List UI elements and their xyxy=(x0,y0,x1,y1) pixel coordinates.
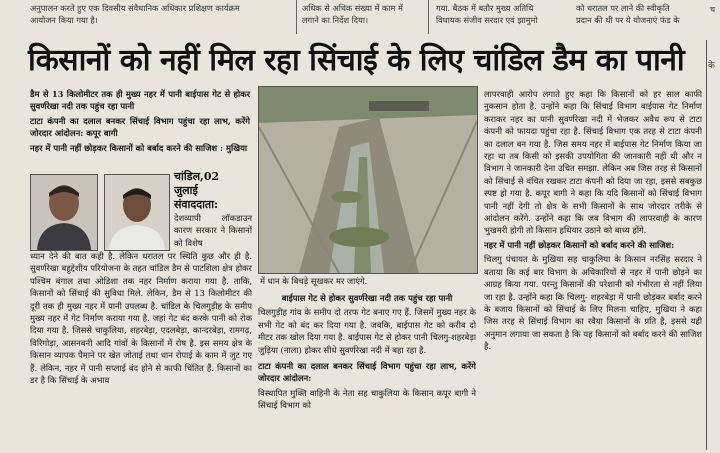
person-portrait-icon xyxy=(31,175,97,250)
subhead-sajish: नहर में पानी नहीं छोड़कर किसानों को बर्बाद करने की साजिश: xyxy=(484,239,675,250)
intro-text: देशव्यापी लॉकडाउन कारण सरकार ने किसानों को विशेष xyxy=(174,213,252,248)
top-column-1: अनुपालन करते हुए एक दिवसीय संवैधानिक अधिकार प्रशिक्षण कार्यक्रम आयोजन किया गया है। xyxy=(30,3,240,25)
canal-photo xyxy=(258,86,478,274)
mukhiya-photo xyxy=(30,174,98,251)
edge-fragment: च xyxy=(710,5,716,14)
subhead-bypass: बाईपास गेट से होकर सुवर्णरेखा नदी तक पहुंच रहा पानी xyxy=(281,293,453,303)
column-3-text: लापरवाही आरोप लगाते हुए कहा कि किसानों को हर साल काफी नुकसान होता है. उन्होंने कहा कि सिंचाई विभाग बाईपास गेट निर्माण कराकर नहर का पानी सुवर्णरेखा नदी में भेजकर अवैध रूप से टाटा कंपनी को फायदा पहुंचा रहा है. सिंचाई विभाग एक तरह से टाटा कंपनी का दलाल बन गया है. जिस समय नहर में बाईपास गेट निर्माण किया जा रहा था तब किसी को इसकी उपयोगिता की जानकारी नहीं थी और न विभाग ने जानकारी देना उचित समझा. लेकिन अब जिस तरह से किसानों को सिंचाई से वंचित रखकर टाटा कंपनी को दिया जा रहा, इससे सबकुछ स्पष्ट हो गया है. कपूर बागी ने कहा कि यदि किसानों को सिंचाई विभाग पानी नहीं देगी तो क्षेत्र के सभी किसानों के साथ जोरदार तरीके से आंदोलन करेंगे. उन्होंने कहा कि जब विभाग की लापरवाही के कारण भुखमरी होगी तो किसान हथियार उठाने को बाध्य होंगे. xyxy=(484,89,702,236)
top-column-2: अधिक से अधिक संख्या में काम में लगाने का निर्देश दिया। xyxy=(302,3,403,25)
tata-text: विस्थापित मुक्ति वाहिनी के नेता सह चाकुलिया के किसान कपूर बागी ने सिंचाई विभाग को xyxy=(258,387,476,411)
top-column-4: को धरातल पर लाने की स्वीकृति प्रदान की थी पर ये योजनाएं फंड के xyxy=(576,3,680,25)
subheadings xyxy=(30,88,250,156)
subhead-1: डैम से 13 किलोमीटर तक ही मुख्य नहर में पानी बाईपास गेट से होकर सुवर्णरेखा नदी तक पहुंच रहा पानी xyxy=(30,89,250,112)
column-divider xyxy=(428,0,429,34)
person-portrait-icon xyxy=(105,175,169,250)
subhead-tata: टाटा कंपनी का दलाल बनकर सिंचाई विभाग पहुंचा रहा लाभ, करेंगे जोरदार आंदोलन: xyxy=(258,361,476,384)
photo-caption: में धान के बिचड़े सूखकर मर जाएंगे. xyxy=(260,276,368,286)
dateline: चांडिल,02 जुलाई संवाददाता: xyxy=(174,170,220,211)
subhead-2: टाटा कंपनी का दलाल बनकर सिंचाई विभाग पहुंचा रहा लाभ, करेंगे जोरदार आंदोलन: कपूर बागी xyxy=(30,115,250,139)
column-3-body xyxy=(484,88,702,423)
sajish-text: चिलगु पंचायत के मुखिया सह चाकुलिया के किसान नरसिंह सरदार ने बताया कि कई बार विभाग के अधिकारियों से नहर में पानी छोड़ने का आग्रह किया गया. परन्तु किसानों की परेशानी को गंभीरता से नहीं लिया जा रहा है. उन्होंने कहा कि चिलगु- शहरबेड़ा में पानी छोड़कर बर्बाद करने के बजाय किसानों को सिंचाई के लिए मिलना चाहिए, मुखिया ने कहा जिस तरह से सिंचाई विभाग का रवैया किसानों के प्रति है, इससे यही अनुमान लगाया जा सकता है कि यह किसानों को बर्बाद करने की साजिश है. xyxy=(484,254,702,352)
column-2-body xyxy=(258,292,476,428)
edge-fragment: के xyxy=(708,61,715,71)
column-1-body: ध्यान देने की बात कही है. लेकिन धरातल पर स्थिति कुछ और ही है. सुवर्णरेखा बहुद्देशीय परियोजना के तहत चांडिल डैम से पाटशिला क्षेत्र होकर पश्चिम बंगाल तथा ओडिशा तक नहर निर्माण कराया गया है. ताकि, किसानों को सिंचाई की सुविधा मिले. लेकिन, डैम से 13 किलोमीटर की दूरी तक ही मुख्य नहर में पानी उपलब्ध है. चांडिल के चिलगुड़ीह के समीप मुख्य नहर में गेट निर्माण कराया गया है. जहां गेट बंद करके पानी को रोक दिया गया है. जिससे चाकुलिया, शहरबेड़ा, एदलबेड़ा, कान्दरबेड़ा, रामगढ़, विरिगोड़ा, आसनबनी आदि गांवों के किसानों में रोष है. इस समय क्षेत्र के किसान व्यापक पैमाने पर खेत जोताई तथा धान रोपाई के काम में जुट गए हैं. लेकिन, नहर में पानी सप्लाई बंद होने से काफी चिंतित हैं. किसानों का डर है कि सिंचाई के अभाव xyxy=(30,251,252,386)
dry-canal-image xyxy=(259,87,477,273)
column-divider xyxy=(296,0,297,34)
column-divider xyxy=(706,40,707,450)
bypass-text: चिलगुड़ीह गांव के समीप दो तरफ गेट बनाए गए हैं. जिसमें मुख्य नहर के सभी गेट को बंद कर दिया गया है. जबकि, बाईपास गेट को करीब दो मीटर तक खोल दिया गया है. बाईपास गेट से होकर पानी चिलगु-शहरबेड़ा जुड़िया (नाला) होकर सीधे सुवर्णरेखा नदी में बहा रहा है. xyxy=(258,307,476,355)
previous-articles-strip xyxy=(0,0,720,36)
kapur-bagi-photo xyxy=(104,174,170,251)
top-column-3: गया. बैठक में बतौर मुख्य अतिथि विधायक संजीव सरदार एवं झामुमो xyxy=(436,3,538,25)
subhead-3: नहर में पानी नहीं छोड़कर किसानों को बर्बाद करने की साजिश : मुखिया xyxy=(30,142,248,153)
headline: किसानों को नहीं मिल रहा सिंचाई के लिए चांडिल डैम का पानी xyxy=(28,43,685,78)
